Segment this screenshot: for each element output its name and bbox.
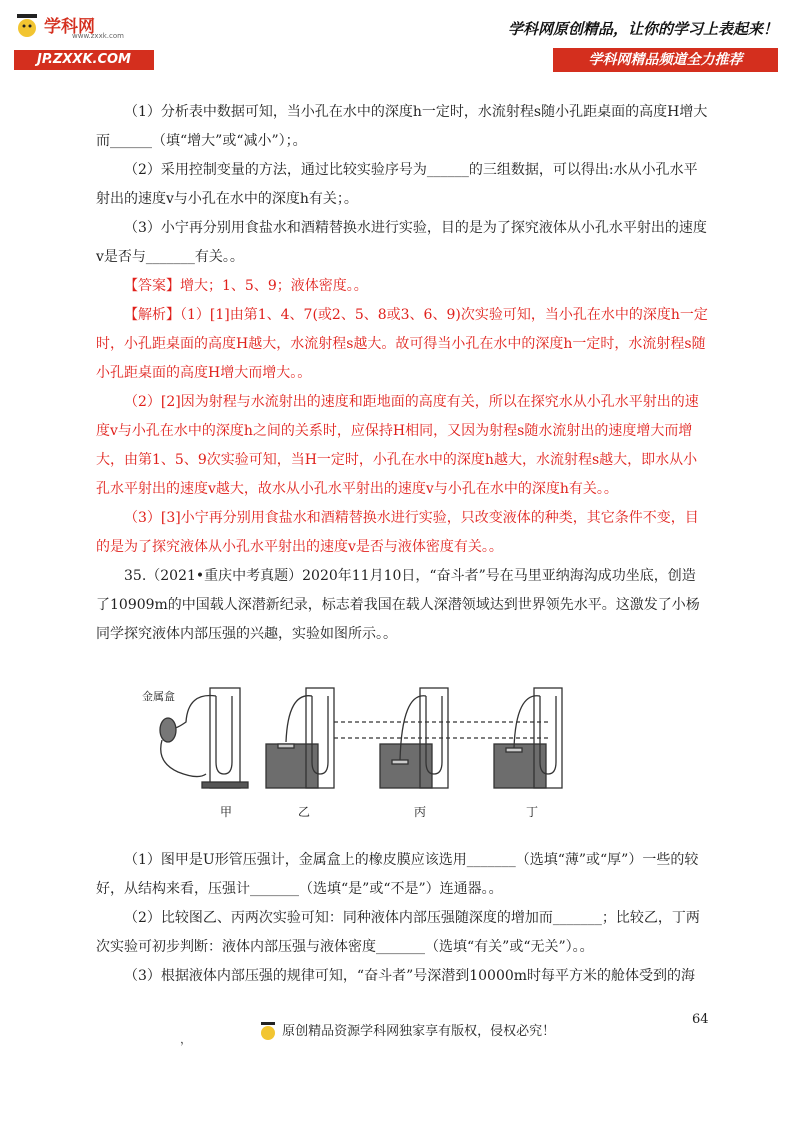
copyright-text: 原创精品资源学科网独家享有版权，侵权必究！ [282, 1024, 556, 1039]
q35-part1: （1）图甲是U形管压强计，金属盒上的橡皮膜应该选用_______（选填“薄”或“厚”）一些的较好，从结构来看，压强计_______（选填“是”或“不是”）连通器。。 [96, 852, 699, 897]
channel-banner: 学科网精品频道全力推荐 [553, 48, 778, 72]
page-number: 64 [692, 1012, 709, 1027]
logo-text: 学科网 [44, 17, 95, 37]
pressure-gauge-diagram [128, 682, 584, 840]
mascot-icon [258, 1021, 278, 1043]
figure-label-yi: 乙 [298, 805, 311, 819]
analysis-part2: （2）[2]因为射程与水流射出的速度和距地面的高度有关，所以在探究水从小孔水平射出的速度v与小孔在水中的深度h之间的关系时，应保持H相同，又因为射程s随水流射出的速度增大而增大，由第1、5、9次实验可知，当H一定时，小孔在水中的深度h越大，水流射程s越大，即水从小孔水平射出的速度v越大，故水从小孔水平射出的速度v与小孔在水中的深度h有关。。 [96, 394, 699, 497]
question-34-content [96, 98, 708, 649]
question-35-content [96, 846, 708, 991]
q34-part2: （2）采用控制变量的方法，通过比较实验序号为______的三组数据，可以得出:水从小孔水平射出的速度v与小孔在水中的深度h有关；。 [96, 162, 698, 207]
mascot-icon [14, 12, 40, 42]
logo-subtext: www.zxxk.com [72, 32, 124, 40]
slogan: 学科网原创精品，让你的学习上表起来！ [507, 20, 778, 38]
q34-part1: （1）分析表中数据可知，当小孔在水中的深度h一定时，水流射程s随小孔距桌面的高度H增大而______（填“增大”或“减小”）；。 [96, 104, 708, 149]
figure-label-ding: 丁 [526, 805, 539, 819]
answer-line: 【答案】增大；1、5、9；液体密度。。 [124, 278, 368, 294]
page-header [0, 0, 800, 80]
zxxk-logo [14, 12, 164, 72]
analysis-part3: （3）[3]小宁再分别用食盐水和酒精替换水进行实验，只改变液体的种类，其它条件不变，目的是为了探究液体从小孔水平射出的速度v是否与液体密度有关。。 [96, 510, 699, 555]
analysis-part1: 【解析】（1）[1]由第1、4、7(或2、5、8或3、6、9)次实验可知，当小孔在水中的深度h一定时，小孔距桌面的高度H越大，水流射程s越大。故可得当小孔在水中的深度h一定时，水流射程s随小孔距桌面的高度H增大而增大。。 [96, 307, 708, 381]
q35-intro: 35.（2021•重庆中考真题）2020年11月10日，“奋斗者”号在马里亚纳海沟成功坐底，创造了10909m的中国载人深潜新纪录，标志着我国在载人深潜领域达到世界领先水平。这激发了小杨同学探究液体内部压强的兴趣，实验如图所示。。 [96, 568, 700, 642]
q34-part3: （3）小宁再分别用食盐水和酒精替换水进行实验，目的是为了探究液体从小孔水平射出的速度v是否与_______有关。。 [96, 220, 707, 265]
footer-mark: ， [180, 1032, 193, 1046]
metal-box-label: 金属盒 [142, 690, 175, 703]
figure-label-jia: 甲 [220, 805, 233, 819]
q35-part3: （3）根据液体内部压强的规律可知，“奋斗者”号深潜到10000m时每平方米的舱体受到的海 [124, 968, 696, 984]
experiment-figure [128, 682, 584, 840]
page-footer [258, 1020, 555, 1043]
logo-url: JP.ZXXK.COM [14, 50, 154, 70]
figure-label-bing: 丙 [414, 805, 427, 819]
q35-part2: （2）比较图乙、丙两次实验可知：同种液体内部压强随深度的增加而_______；比较乙，丁两次实验可初步判断：液体内部压强与液体密度_______（选填“有关”或“无关”）。。 [96, 910, 700, 955]
